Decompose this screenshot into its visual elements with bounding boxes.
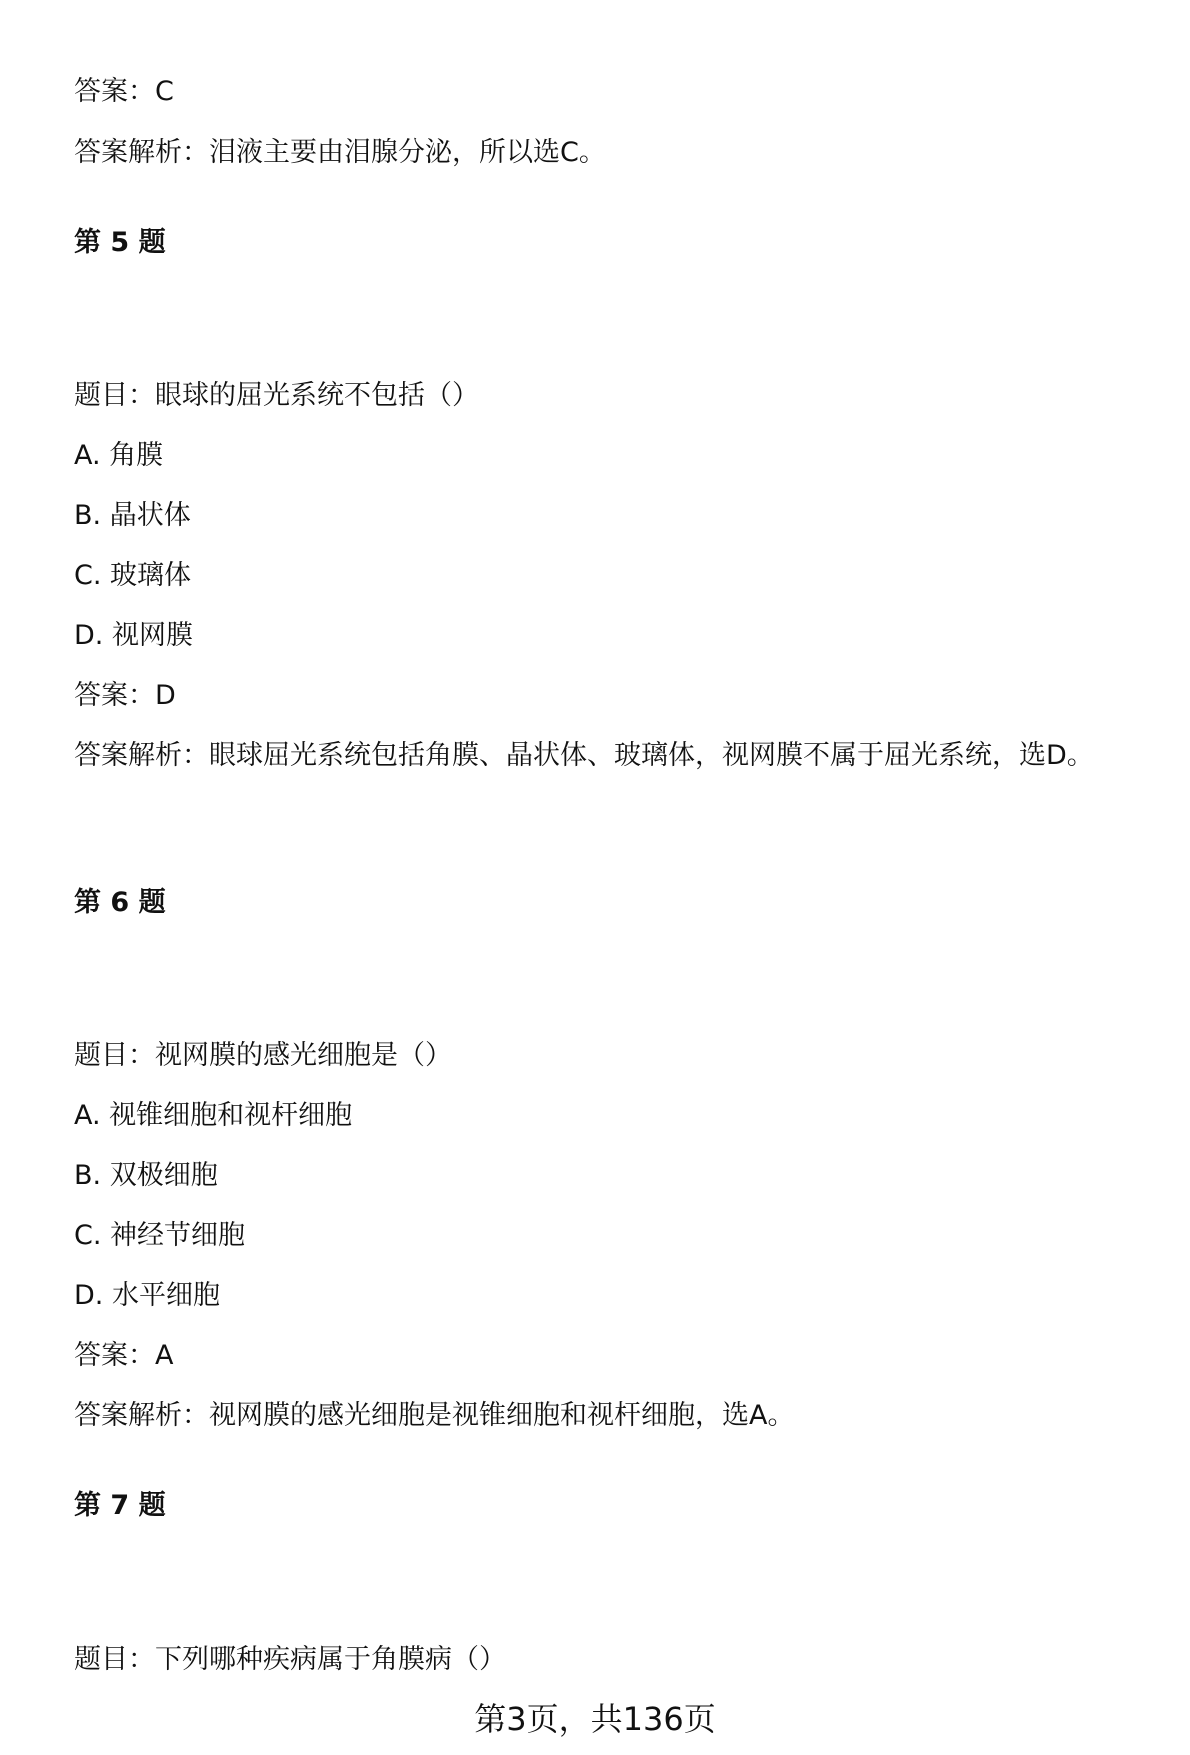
question-heading: 第 5 题: [74, 227, 166, 258]
question-heading: 第 6 题: [74, 887, 166, 918]
answer-line: 答案：A: [74, 1340, 174, 1371]
question-text: 题目：下列哪种疾病属于角膜病（）: [74, 1644, 506, 1675]
option-a: A. 视锥细胞和视杆细胞: [74, 1100, 353, 1131]
explanation-line: 答案解析：视网膜的感光细胞是视锥细胞和视杆细胞，选A。: [74, 1400, 795, 1431]
option-d: D. 视网膜: [74, 620, 193, 651]
question-heading: 第 7 题: [74, 1490, 166, 1521]
option-c: C. 玻璃体: [74, 560, 192, 591]
option-b: B. 晶状体: [74, 500, 191, 531]
option-a: A. 角膜: [74, 440, 164, 471]
option-c: C. 神经节细胞: [74, 1220, 246, 1251]
page-number: 第3页，共136页: [474, 1700, 716, 1738]
question-text: 题目：眼球的屈光系统不包括（）: [74, 380, 479, 411]
question-text: 题目：视网膜的感光细胞是（）: [74, 1040, 452, 1071]
explanation-line: 答案解析：眼球屈光系统包括角膜、晶状体、玻璃体，视网膜不属于屈光系统，选D。: [74, 740, 1094, 771]
answer-line: 答案：D: [74, 680, 176, 711]
option-b: B. 双极细胞: [74, 1160, 218, 1191]
explanation-line: 答案解析：泪液主要由泪腺分泌，所以选C。: [74, 137, 606, 168]
option-d: D. 水平细胞: [74, 1280, 220, 1311]
answer-line: 答案：C: [74, 76, 174, 107]
